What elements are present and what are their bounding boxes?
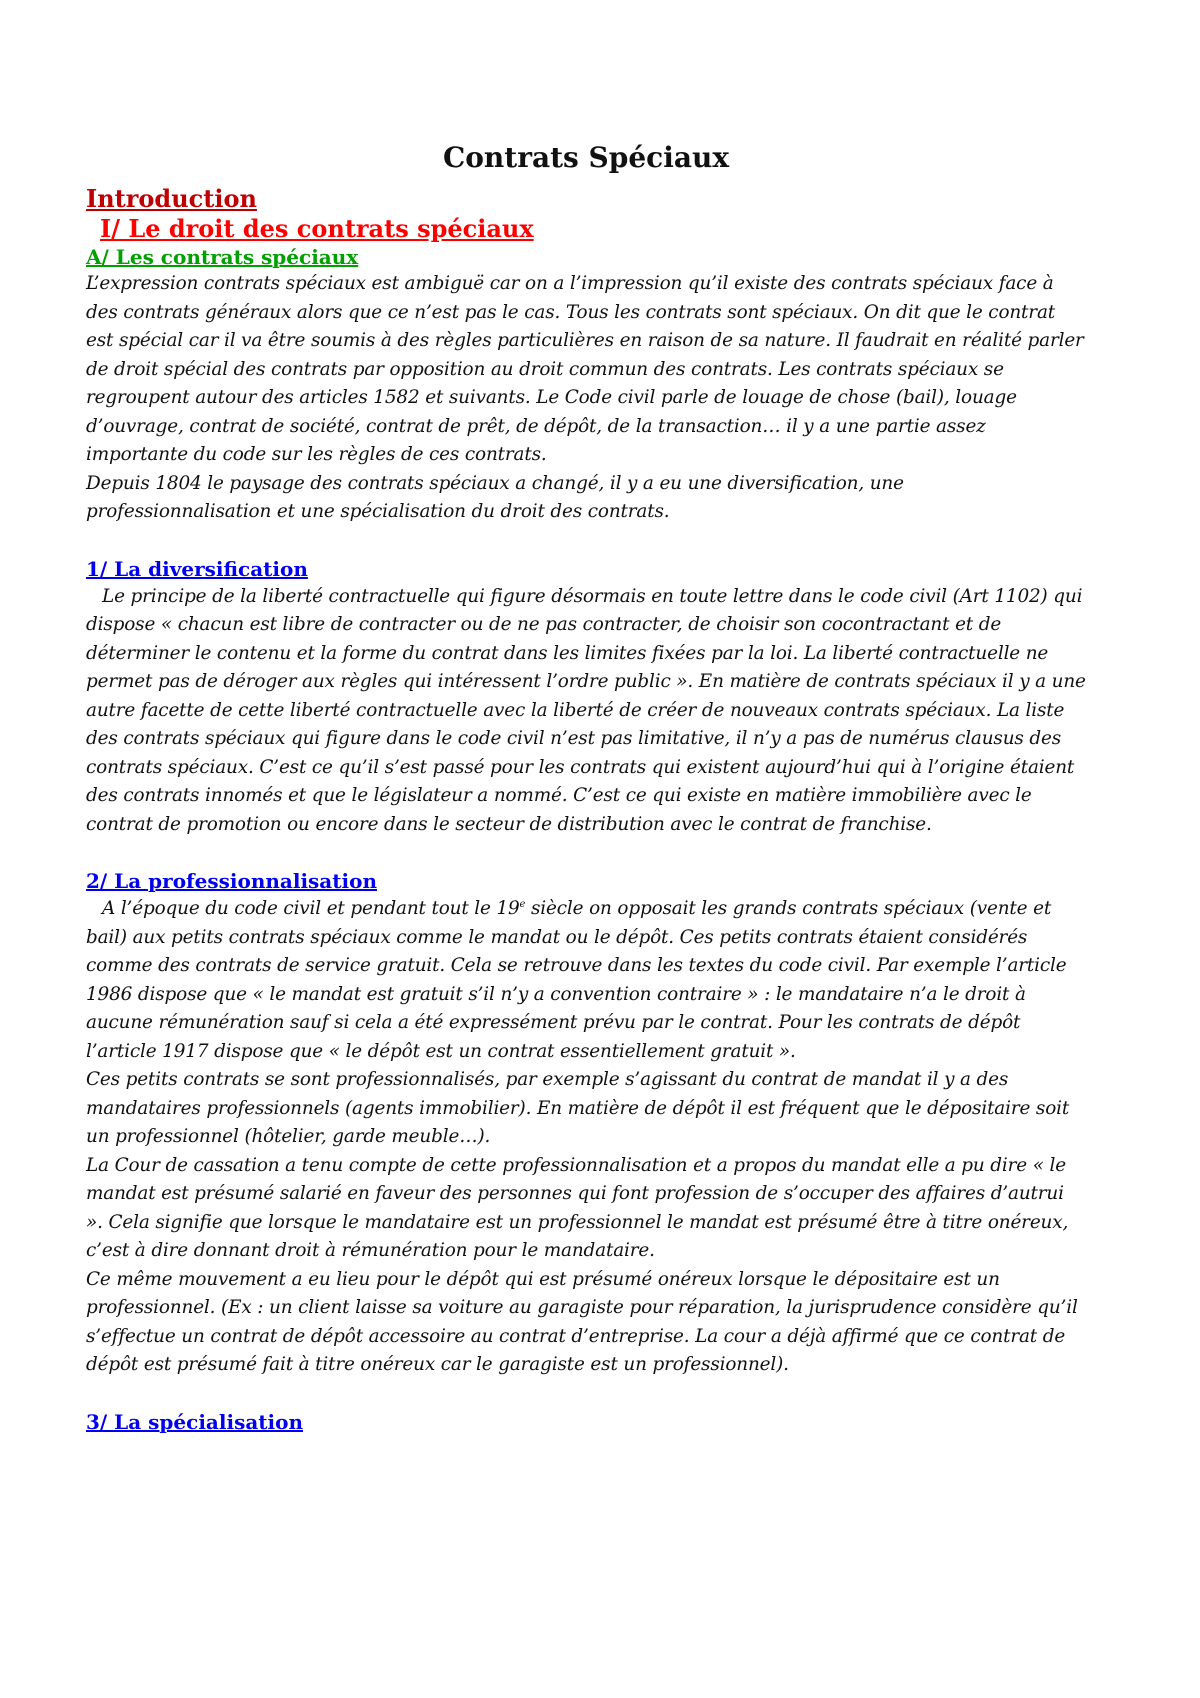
- professionnalisation-paragraph: Ces petits contrats se sont professionnalisés, par exemple s’agissant du contrat de mandat il y a des mandataires professionnels (agents immobilier). En matière de dépôt il est fréquent que le dépositaire soit un professionnel (hôtelier, garde meuble…).: [86, 1069, 1070, 1147]
- paragraph-text: siècle on opposait les grands contrats spéciaux (vente et bail) aux petits contrats spéciaux comme le mandat ou le dépôt. Ces petits contrats étaient considérés comme des contrats de service gratuit. Cela se retrouve dans les textes du code civil. Par exemple l’article 1986 dispose que « le mandat est gratuit s’il n’y a convention contraire » : le mandataire n’a le droit à aucune rémunération sauf si cela a été expressément prévu par le contrat. Pour les contrats de dépôt l’article 1917 dispose que « le dépôt est un contrat essentiellement gratuit ».: [86, 898, 1067, 1062]
- professionnalisation-paragraph: La Cour de cassation a tenu compte de cette professionnalisation et a propos du mandat elle a pu dire « le mandat est présumé salarié en faveur des personnes qui font profession de s’occuper des affaires d’autrui ». Cela signifie que lorsque le mandataire est un professionnel le mandat est présumé être à titre onéreux, c’est à dire donnant droit à rémunération pour le mandataire.: [86, 1154, 1069, 1261]
- part-heading: I/ Le droit des contrats spéciaux: [100, 214, 534, 243]
- diversification-paragraph: Le principe de la liberté contractuelle qui figure désormais en toute lettre dans le code civil (Art 1102) qui dispose « chacun est libre de contracter ou de ne pas contracter, de choisir son cocontractant et de déterminer le contenu et la forme du contrat dans les limites fixées par la loi. La liberté contractuelle ne permet pas de déroger aux règles qui intéressent l’ordre public ». En matière de contrats spéciaux il y a une autre facette de cette liberté contractuelle avec la liberté de créer de nouveaux contrats spéciaux. La liste des contrats spéciaux qui figure dans le code civil n’est pas limitative, il n’y a pas de numérus clausus des contrats spéciaux. C’est ce qu’il s’est passé pour les contrats qui existent aujourd’hui qui à l’origine étaient des contrats innomés et que le législateur a nommé. C’est ce qui existe en matière immobilière avec le contrat de promotion ou encore dans le secteur de distribution avec le contrat de franchise.: [86, 585, 1086, 835]
- superscript-e: e: [519, 898, 526, 910]
- introduction-heading: Introduction: [86, 184, 257, 213]
- document-page: [86, 140, 1086, 1436]
- section-heading-diversification: 1/ La diversification: [86, 556, 308, 581]
- section-heading-specialisation: 3/ La spécialisation: [86, 1409, 304, 1434]
- subsection-heading: A/ Les contrats spéciaux: [86, 245, 359, 269]
- intro-paragraph: Depuis 1804 le paysage des contrats spéciaux a changé, il y a eu une diversification, une professionnalisation et une spécialisation du droit des contrats.: [86, 472, 904, 522]
- section-heading-professionnalisation: 2/ La professionnalisation: [86, 869, 377, 893]
- professionnalisation-paragraph: Ce même mouvement a eu lieu pour le dépôt qui est présumé onéreux lorsque le dépositaire est un professionnel. (Ex : un client laisse sa voiture au garagiste pour réparation, la jurisprudence considère qu’il s’effectue un contrat de dépôt accessoire au contrat d’entreprise. La cour a déjà affirmé que ce contrat de dépôt est présumé fait à titre onéreux car le garagiste est un professionnel).: [86, 1268, 1078, 1375]
- professionnalisation-paragraph: [86, 895, 1086, 1066]
- paragraph-text: A l’époque du code civil et pendant tout le 19: [102, 898, 520, 919]
- intro-paragraph: L’expression contrats spéciaux est ambiguë car on a l’impression qu’il existe des contrats spéciaux face à des contrats généraux alors que ce n’est pas le cas. Tous les contrats sont spéciaux. On dit que le contrat est spécial car il va être soumis à des règles particulières en raison de sa nature. Il faudrait en réalité parler de droit spécial des contrats par opposition au droit commun des contrats. Les contrats spéciaux se regroupent autour des articles 1582 et suivants. Le Code civil parle de louage de chose (bail), louage d’ouvrage, contrat de société, contrat de prêt, de dépôt, de la transaction… il y a une partie assez importante du code sur les règles de ces contrats.: [86, 273, 1084, 465]
- document-title: Contrats Spéciaux: [442, 141, 730, 174]
